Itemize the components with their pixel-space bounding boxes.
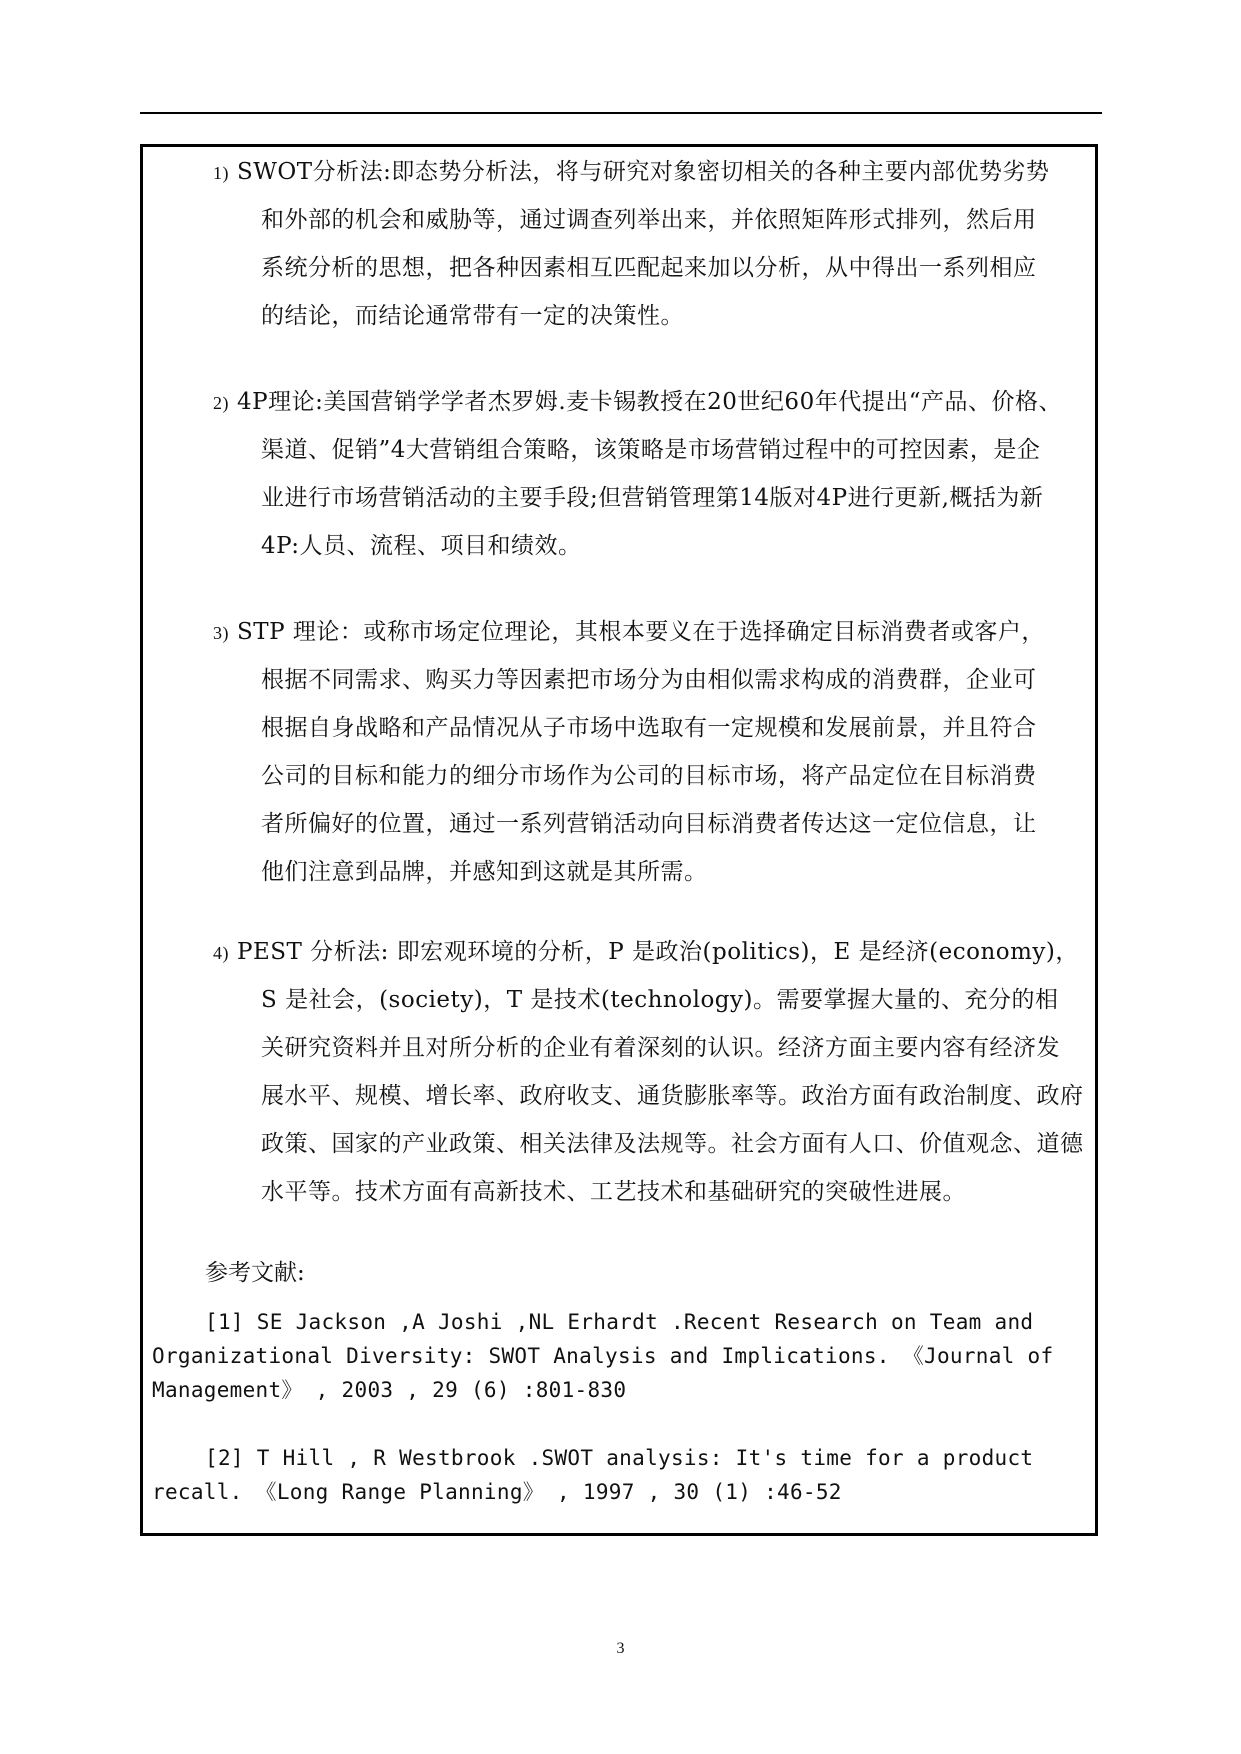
item-number: 2) (213, 393, 229, 413)
item-text: 他们注意到品牌，并感知到这就是其所需。 (261, 859, 708, 885)
item-text: SWOT分析法:即态势分析法，将与研究对象密切相关的各种主要内部优势劣势 (237, 159, 1050, 185)
item-text: 的结论，而结论通常带有一定的决策性。 (261, 303, 684, 329)
item-text: 政策、国家的产业政策、相关法律及法规等。社会方面有人口、价值观念、道德 (261, 1131, 1084, 1157)
item-text: 者所偏好的位置，通过一系列营销活动向目标消费者传达这一定位信息，让 (261, 811, 1037, 837)
item-text: 关研究资料并且对所分析的企业有着深刻的认识。经济方面主要内容有经济发 (261, 1035, 1060, 1061)
reference-line: [1] SE Jackson ,A Joshi ,NL Erhardt .Recent Research on Team and (205, 1310, 1034, 1334)
item-text: S 是社会，(society)，T 是技术(technology)。需要掌握大量的、充分的相 (261, 987, 1059, 1013)
reference-line: Management》 , 2003 , 29 (6) :801-830 (152, 1378, 627, 1402)
item-text: 根据自身战略和产品情况从子市场中选取有一定规模和发展前景，并且符合 (261, 715, 1037, 741)
item-first-line (213, 157, 1049, 188)
reference-line: Organizational Diversity: SWOT Analysis and Implications. 《Journal of (152, 1344, 1054, 1368)
page-number: 3 (616, 1640, 625, 1657)
item-text: 和外部的机会和威胁等，通过调查列举出来，并依照矩阵形式排列，然后用 (261, 207, 1037, 233)
references-heading: 参考文献: (205, 1260, 305, 1286)
item-text: PEST 分析法: 即宏观环境的分析，P 是政治(politics)，E 是经济(economy)， (237, 939, 1079, 965)
header-rule (140, 112, 1102, 114)
item-text: 水平等。技术方面有高新技术、工艺技术和基础研究的突破性进展。 (261, 1179, 966, 1205)
item-text: STP 理论：或称市场定位理论，其根本要义在于选择确定目标消费者或客户， (237, 619, 1045, 645)
content-box (140, 144, 1098, 1536)
item-first-line (213, 617, 1045, 648)
item-text: 公司的目标和能力的细分市场作为公司的目标市场，将产品定位在目标消费 (261, 763, 1037, 789)
item-text: 系统分析的思想，把各种因素相互匹配起来加以分析，从中得出一系列相应 (261, 255, 1037, 281)
item-number: 1) (213, 163, 229, 183)
item-text: 渠道、促销”4大营销组合策略，该策略是市场营销过程中的可控因素，是企 (261, 437, 1041, 463)
item-first-line (213, 937, 1079, 968)
reference-line: [2] T Hill , R Westbrook .SWOT analysis: It's time for a product (205, 1446, 1034, 1470)
reference-line: recall. 《Long Range Planning》 , 1997 , 30 (1) :46-52 (152, 1480, 842, 1504)
item-text: 4P理论:美国营销学学者杰罗姆.麦卡锡教授在20世纪60年代提出“产品、价格、 (237, 389, 1062, 415)
item-number: 4) (213, 943, 229, 963)
item-text: 4P:人员、流程、项目和绩效。 (261, 533, 582, 559)
item-text: 业进行市场营销活动的主要手段;但营销管理第14版对4P进行更新,概括为新 (261, 485, 1044, 511)
item-number: 3) (213, 623, 229, 643)
item-text: 根据不同需求、购买力等因素把市场分为由相似需求构成的消费群，企业可 (261, 667, 1037, 693)
item-first-line (213, 387, 1062, 418)
item-text: 展水平、规模、增长率、政府收支、通货膨胀率等。政治方面有政治制度、政府 (261, 1083, 1084, 1109)
